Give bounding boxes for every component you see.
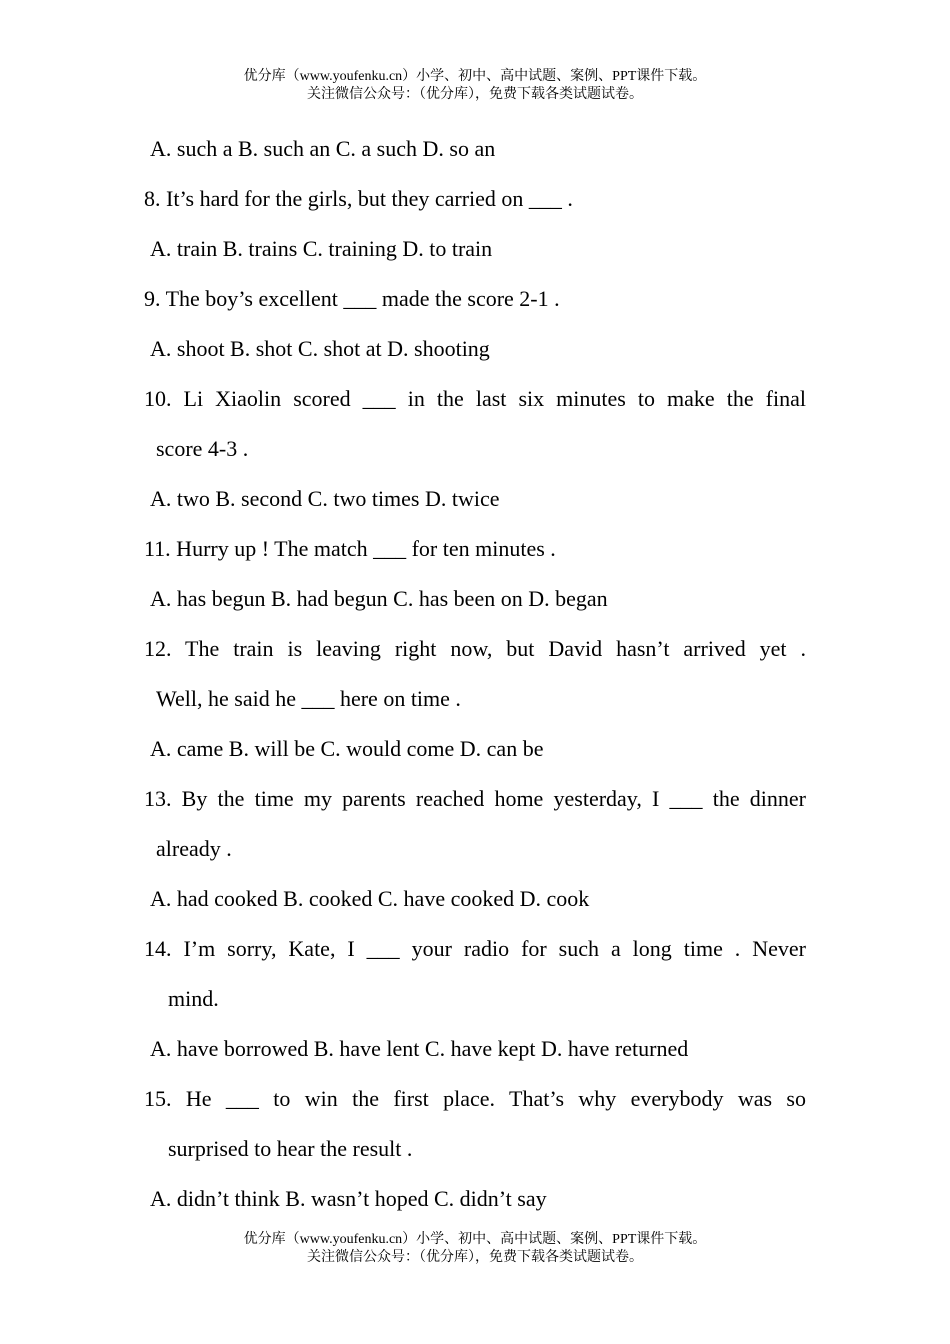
q7-options: A. such a B. such an C. a such D. so an (150, 136, 496, 161)
q9-stem: 9. The boy’s excellent ___ made the score 2-1 . (144, 286, 560, 311)
header-line-2: 关注微信公众号：（优分库），免费下载各类试题试卷。 (307, 87, 643, 102)
q10-stem-continued: score 4-3 . (156, 436, 249, 461)
q15-stem: 15. He ___ to win the first place. That’s why everybody was so (144, 1086, 806, 1111)
q14-stem-continued: mind. (168, 986, 219, 1011)
q12-stem: 12. The train is leaving right now, but David hasn’t arrived yet . (144, 636, 806, 661)
q11-stem: 11. Hurry up ! The match ___ for ten minutes . (144, 536, 556, 561)
q9-options: A. shoot B. shot C. shot at D. shooting (150, 336, 490, 361)
q8-options: A. train B. trains C. training D. to train (150, 236, 493, 261)
header-line-1: 优分库（www.youfenku.cn）小学、初中、高中试题、案例、PPT课件下载。 (243, 69, 707, 84)
q8-stem: 8. It’s hard for the girls, but they carried on ___ . (144, 186, 573, 211)
footer-line-1: 优分库（www.youfenku.cn）小学、初中、高中试题、案例、PPT课件下载。 (243, 1232, 707, 1247)
q10-options: A. two B. second C. two times D. twice (150, 486, 500, 511)
q14-stem: 14. I’m sorry, Kate, I ___ your radio for such a long time . Never (144, 936, 806, 961)
q12-options: A. came B. will be C. would come D. can be (150, 736, 544, 761)
question-list (144, 124, 806, 1224)
q14-options: A. have borrowed B. have lent C. have kept D. have returned (150, 1036, 689, 1061)
q13-options: A. had cooked B. cooked C. have cooked D. cook (150, 886, 590, 911)
q13-stem: 13. By the time my parents reached home yesterday, I ___ the dinner (144, 786, 806, 811)
q12-stem-continued: Well, he said he ___ here on time . (156, 686, 461, 711)
q11-options: A. has begun B. had begun C. has been on D. began (150, 586, 608, 611)
page-header (0, 68, 950, 104)
q13-stem-continued: already . (156, 836, 232, 861)
footer-line-2: 关注微信公众号：（优分库），免费下载各类试题试卷。 (307, 1250, 643, 1265)
q10-stem: 10. Li Xiaolin scored ___ in the last six minutes to make the final (144, 386, 806, 411)
q15-stem-continued: surprised to hear the result . (168, 1136, 413, 1161)
page-footer (0, 1231, 950, 1267)
q15-options: A. didn’t think B. wasn’t hoped C. didn’t say (150, 1186, 547, 1211)
